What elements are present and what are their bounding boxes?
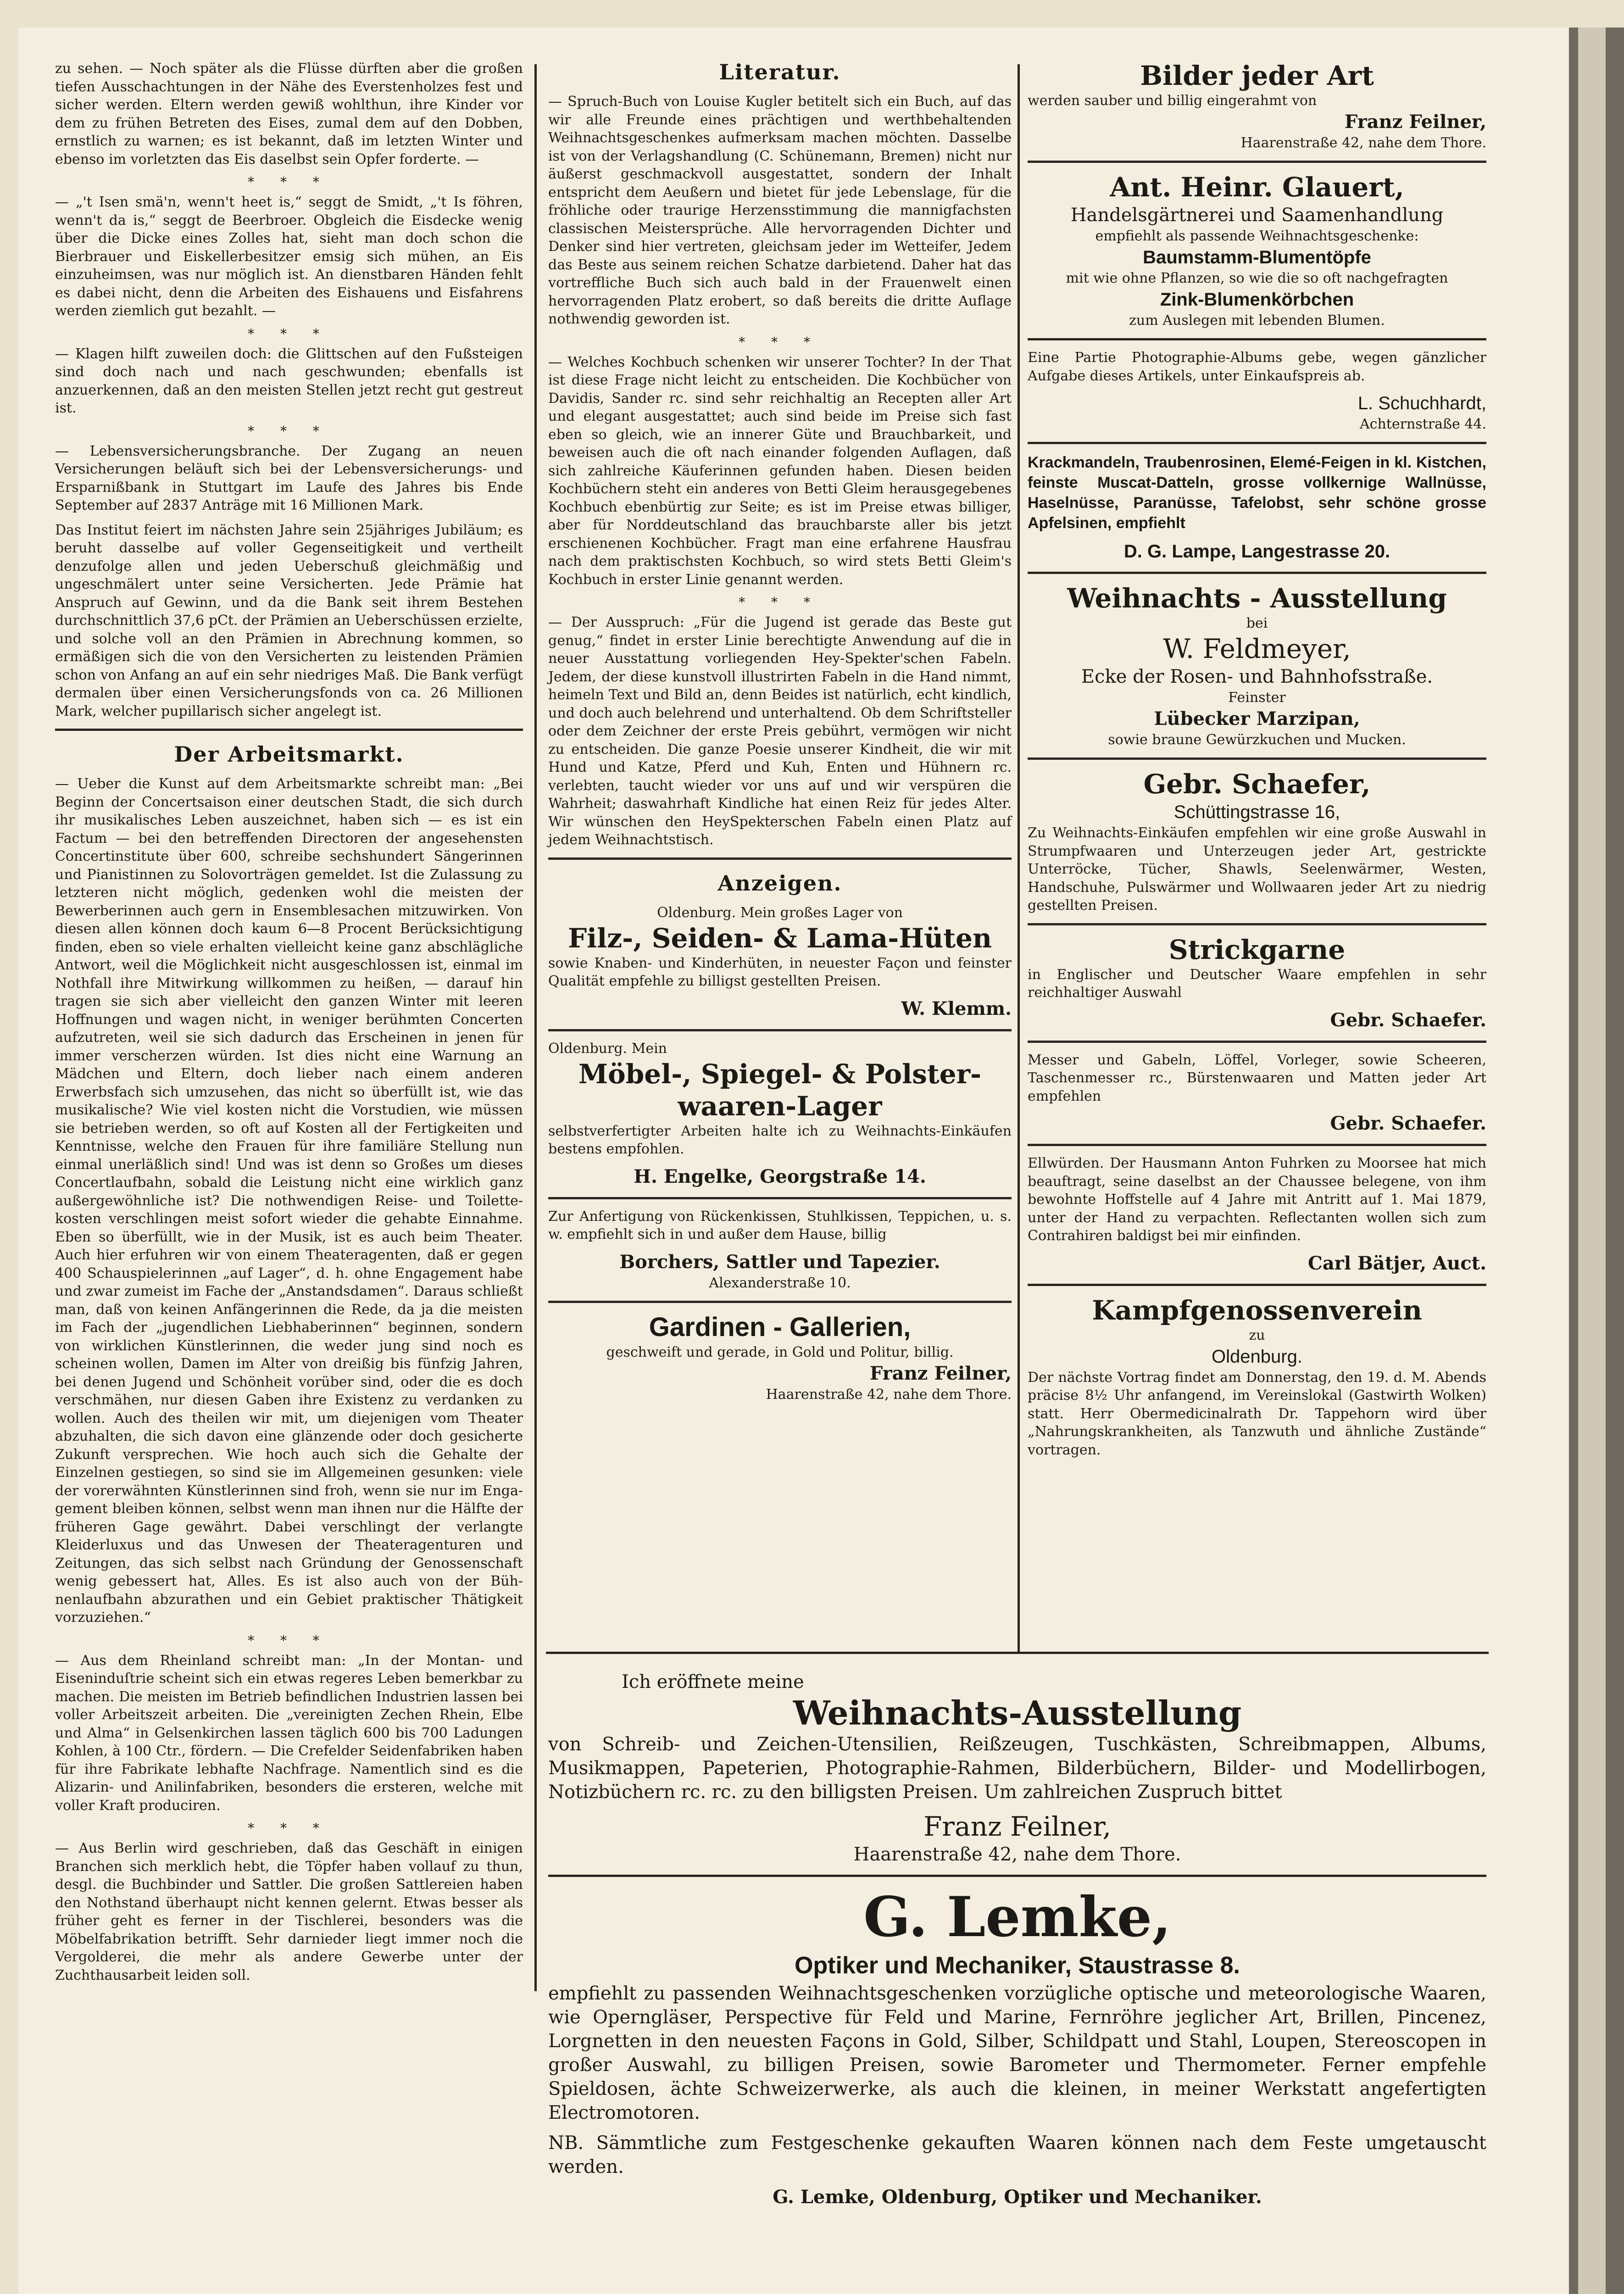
column-news xyxy=(55,60,523,1991)
ad-engelke xyxy=(548,1040,1012,1189)
column-ads xyxy=(1028,60,1486,1465)
ad-item: Zink-Blumenkörbchen xyxy=(1160,290,1354,310)
ad-feldmeyer xyxy=(1028,582,1486,749)
ad-text: von Schreib- und Zeichen-Utensilien, Reißzeugen, Tuschkästen, Schreibmappen, Albums, Musikmappen, Papeterien, Photographie-Rahmen, Bilderbüchern, Bilder- und Modellirbogen, Notizbüchern rc. rc. zu den billigsten Preisen. Um zahlreichen Zuspruch bittet xyxy=(548,1734,1486,1803)
ad-klemm xyxy=(548,904,1012,1021)
ad-address: Achternstraße 44. xyxy=(1360,416,1486,432)
ad-text: Krackmandeln, Traubenrosinen, Elemé-Feigen in kl. Kistchen, feinste Muscat-Datteln, grosse vollkernige Wallnüsse, Haselnüsse, Paranüsse, Tafelobst, sehr schöne grosse Apfelsinen, empfiehlt xyxy=(1028,454,1486,532)
ad-rule xyxy=(1028,1041,1486,1043)
ad-name: Franz Feilner, xyxy=(869,1362,1012,1384)
ad-text: in Englischer und Deutscher Waare empfehlen in sehr reichhaltiger Auswahl xyxy=(1028,966,1486,1001)
ad-title: Kampfgenossenverein xyxy=(1092,1294,1422,1326)
section-heading: Literatur. xyxy=(719,60,841,84)
ad-item: Baumstamm-Blumentöpfe xyxy=(1143,247,1371,267)
paragraph: — Welches Kochbuch schenken wir unserer Tochter? In der That ist diese Frage nicht leicht zu entscheiden. Die Kochbücher von Davidis, Sander rc. sind sehr reichhaltig an Recepten aller Art und elegant ausgestattet; auch sind beide im Preise sich fast eben so gleich, wie an innerer Güte und Brauchbarkeit, und beweisen auch die oft nach einander folgenden Auflagen, daß sich zahlreiche Käuferinnen gefunden haben. Diesen beiden Kochbüchern steht ein anderes von Betti Gleim herausgegebenes Kochbuch ebenbürtig zur Seite; es ist im Preise etwas billiger, aber für Norddeutschland das brauchbarste aller bis jetzt erschienenen Kochbücher. Fragt man eine erfahrene Hausfrau nach dem praktischsten Kochbuch, so wird stets Betti Gleim's Kochbuch in erster Linie genannt werden. xyxy=(548,354,1012,588)
ad-name: Gebr. Schaefer. xyxy=(1330,1113,1486,1134)
column-literature xyxy=(548,60,1012,1404)
ad-name: W. Feldmeyer, xyxy=(1163,633,1351,664)
ad-title: Weihnachts - Ausstellung xyxy=(1067,583,1447,614)
ad-title: Filz-, Seiden- & Lama-Hüten xyxy=(567,922,992,954)
ad-text: sowie Knaben- und Kinderhüten, in neuester Façon und feinster Qualität empfehle zu billigst gestellten Preisen. xyxy=(548,955,1012,989)
paragraph: — Klagen hilft zuweilen doch: die Glittschen auf den Fußsteigen sind doch nach und nach geschwunden; ebenfalls ist anzuerkennen, daß an den meisten Stellen jetzt recht gut gestreut ist. xyxy=(55,345,523,416)
ad-title: G. Lemke, xyxy=(863,1885,1171,1949)
ad-rule xyxy=(548,1029,1012,1031)
paragraph: zu sehen. — Noch später als die Flüsse dürften aber die großen tiefen Ausschachtungen in der Nähe des Everstenholzes fest und sicher werden. Eltern werden gewiß wohlthun, ihre Kinder vor dem zu frühen Betreten des Eises, zumal dem auf den Dobben, ernstlich zu warnen; es ist bekannt, daß im letzten Winter und ebenso im vorletzten das Eis daselbst sein Opfer forderte. — xyxy=(55,61,523,167)
ad-address: Alexanderstraße 10. xyxy=(709,1275,851,1291)
ad-bilder xyxy=(1028,60,1486,152)
ad-rule xyxy=(548,1301,1012,1303)
ad-feilner-ausstellung xyxy=(548,1670,1486,1866)
ad-address: Haarenstraße 42, nahe dem Thore. xyxy=(766,1386,1012,1403)
ad-text: mit wie ohne Pflanzen, so wie die so oft nachgefragten xyxy=(1066,270,1448,286)
ad-rule xyxy=(1028,1284,1486,1286)
column-divider-2 xyxy=(1018,64,1020,1652)
ad-name: Gebr. Schaefer. xyxy=(1330,1009,1486,1031)
ad-rule xyxy=(1028,757,1486,760)
ad-name: Franz Feilner, xyxy=(923,1811,1111,1842)
separator-stars: * * * xyxy=(739,595,821,610)
ad-rule xyxy=(1028,923,1486,925)
paragraph: Das Institut feiert im nächsten Jahre sein 25jähriges Jubiläum; es beruht dasselbe auf voller Gegenseitigkeit und vertheilt denzufolge allen und jeden Ueberschuß gleichmäßig und ungeschmälert unter seine Versicherten. Jede Prämie hat Anspruch auf Gewinn, und da die Bank seit ihrem Bestehen durchschnittlich 37,6 pCt. der Prämien an Ueberschüssen erzielte, und solche voll an den Prämien in Abrechnung kommen, so ermäßigen sich die von den Versicherten zu leistenden Prämien schon von Anfang an auf ein sehr niedriges Maß. Die Bank verfügt dermalen über einen Versicherungsfonds von ca. 26 Millionen Mark, welcher pupillarisch sicher angelegt ist. xyxy=(55,522,523,719)
ad-text: selbstverfertigter Arbeiten halte ich zu Weihnachts-Einkäufen bestens empfohlen. xyxy=(548,1123,1012,1157)
ad-address: Haarenstraße 42, nahe dem Thore. xyxy=(1240,135,1486,151)
paragraph: — Aus dem Rheinland schreibt man: „In der Montan- und Eiseninduſtrie scheint sich ein etwas regeres Leben bemerkbar zu machen. Die meisten im Betrieb befindlichen Industrien lassen bei voller Arbeitszeit arbeiten. Die „vereinigten Zechen Rhein, Elbe und Alma“ in Gelsenkirchen lassen täglich 600 bis 700 Ladungen Kohlen, à 100 Ctr., fördern. — Die Crefelder Seidenfabriken haben für ihre Fabrikate lebhafte Nachfrage. Namentlich sind es die Alizarin- und Anilinfabriken, besonders die ersteren, welche mit voller Kraft produciren. xyxy=(55,1652,523,1814)
ad-rule xyxy=(548,1197,1012,1199)
ad-signature: H. Engelke, Georgstraße 14. xyxy=(634,1165,926,1187)
ad-rule xyxy=(1028,1144,1486,1146)
section-heading: Der Arbeitsmarkt. xyxy=(174,742,404,767)
ad-title: Weihnachts-Ausstellung xyxy=(793,1693,1242,1732)
ad-address: Haarenstraße 42, nahe dem Thore. xyxy=(853,1844,1181,1865)
separator-stars: * * * xyxy=(248,1632,330,1648)
separator-stars: * * * xyxy=(248,1821,330,1836)
bottom-ads xyxy=(548,1670,1486,2209)
ad-text: Eine Partie Photographie-Albums gebe, wegen gänzlicher Aufgabe dieses Artikels, unter Einkaufspreis ab. xyxy=(1028,350,1486,384)
ad-item: Lübecker Marzipan, xyxy=(1154,708,1360,729)
ad-text: zum Auslegen mit lebenden Blumen. xyxy=(1129,312,1385,329)
paragraph: — Der Ausspruch: „Für die Jugend ist gerade das Beste gut genug,“ findet in erster Linie berechtigte Anwendung auf die in neuer Ausstattung vorliegenden Hey-Spekter'schen Fabeln. Jedem, der diese kunstvoll illustrirten Fabeln in die Hand nimmt, heimeln Text und Bild an, denn Beides ist natürlich, echt kindlich, und doch auch belehrend und unterhaltend. Ob dem Schriftsteller oder dem Zeichner der erste Preis gebührt, vermögen wir nicht zu entscheiden. Die ganze Poesie unserer Kindheit, die wir mit Hund und Katze, Pferd und Kuh, Enten und Hühnern rc. verlebten, taucht wieder vor uns auf und wir verspüren die Wahrheit; daswahrhaft Kindliche hat einen Reiz für jedes Alter. Wir wünschen den HeySpekterschen Fabeln einen Platz auf jedem Weihnachtstisch. xyxy=(548,614,1012,848)
ad-place: Oldenburg. xyxy=(1212,1346,1302,1367)
ad-lemke xyxy=(548,1885,1486,2209)
section-heading: Anzeigen. xyxy=(717,870,842,896)
ad-text: Feinster xyxy=(1228,690,1286,706)
ad-title: waaren-Lager xyxy=(678,1090,882,1122)
ad-title: Bilder jeder Art xyxy=(1140,60,1374,91)
ad-text: geschweift und gerade, in Gold und Politur, billig. xyxy=(606,1344,954,1360)
ad-text: bei xyxy=(1246,615,1268,631)
paragraph: — Spruch-Buch von Louise Kugler betitelt sich ein Buch, auf das wir alle Freunde eines prächtigen und werthbehaltenden Weihnachtsgeschenkes aufmerksam machen möchten. Dasselbe ist von der Verlagshandlung (C. Schünemann, Bremen) nicht nur äußerst geschmackvoll ausgestattet, sondern der Inhalt entspricht dem Aeußern und bietet für jede Lebenslage, für die fröhliche oder traurige Herzensstimmung die mannigfachsten classischen Meistersprüche. Alle hervorragenden Dichter und Denker sind hier vertreten, gleichsam jeder im Wetteifer, Jedem das Beste aus seinem reichen Schatze darbietend. Daher hat das vortreffliche Buch sich auch bald in der Frauenwelt einen hervorragenden Platz erobert, so daß bereits die dritte Auflage nothwendig geworden ist. xyxy=(548,94,1012,327)
ad-rule xyxy=(1028,442,1486,444)
ads-divider xyxy=(546,1652,1489,1654)
ad-text: NB. Sämmtliche zum Festgeschenke gekauften Waaren können nach dem Feste umgetauscht werden. xyxy=(548,2133,1486,2177)
ad-kampfgenossenverein xyxy=(1028,1294,1486,1459)
ad-subtitle: Optiker und Mechaniker, Staustrasse 8. xyxy=(794,1952,1240,1979)
ad-signature: W. Klemm. xyxy=(901,997,1012,1019)
ad-schuchhardt xyxy=(1028,349,1486,434)
ad-address: Ecke der Rosen- und Bahnhofsstraße. xyxy=(1081,666,1433,687)
ad-text: Messer und Gabeln, Löffel, Vorleger, sowie Scheeren, Taschenmesser rc., Bürstenwaaren und Matten jeder Art empfehlen xyxy=(1028,1052,1486,1104)
ad-text: werden sauber und billig eingerahmt von xyxy=(1028,93,1317,109)
paragraph: — „'t Isen smä'n, wenn't heet is,“ seggt de Smidt, „'t Is föhren, wenn't da is,“ seggt de Beerbroer. Obgleich die Eisdecke wenig über die Dicke eines Zolles hat, sieht man doch schon die Bierbrauer und Eiskellerbesitzer emsig sich mühen, an Eis einzuheimsen, was nur möglich ist. An dienstbaren Händen fehlt es dabei nicht, denn die Arbeiten des Eishauens und Eisfahrens werden ziemlich gut bezahlt. — xyxy=(55,194,523,319)
paragraph: — Lebensversicherungsbranche. Der Zugang an neuen Versicherungen beläuft sich bei der Lebensversicherungs- und Ersparnißbank in Stuttgart im Laufe des Jahres bis Ende September auf 2837 Anträge mit 16 Millionen Mark. xyxy=(55,443,523,513)
ad-name: L. Schuchhardt, xyxy=(1357,393,1486,413)
ad-text: empfiehlt zu passenden Weihnachtsgeschenken vorzügliche optische und meteorologische Waaren, wie Operngläser, Perspective für Feld und Marine, Fernröhre jeglicher Art, Brillen, Pincenez, Lorgnetten in den neuesten Façons in Gold, Silber, Schildpatt und Stahl, Loupen, Stereoscopen in großer Auswahl, zu billigen Preisen, sowie Barometer und Thermometer. Ferner empfehle Spieldosen, ächte Schweizerwerke, als auch die kleinen, in meiner Werkstatt angefertigten Electromotoren. xyxy=(548,1983,1486,2123)
ad-rule xyxy=(1028,572,1486,574)
ad-glauert xyxy=(1028,171,1486,330)
separator-stars: * * * xyxy=(248,326,330,341)
section-rule xyxy=(55,729,523,731)
ad-text: Zu Weihnachts-Einkäufen empfehlen wir eine große Auswahl in Strumpfwaaren und Unterzeugen jeder Art, gestrickte Unterröcke, Tücher, Shawls, Seelenwärmer, Westen, Handschuhe, Pulswärmer und Wollwaaren jeder Art zu niedrig gestellten Preisen. xyxy=(1028,825,1486,913)
ad-title: Ant. Heinr. Glauert, xyxy=(1110,172,1404,203)
ad-text: Ich eröffnete meine xyxy=(622,1671,804,1693)
ad-text: Oldenburg. Mein großes Lager von xyxy=(657,904,903,921)
column-divider-1 xyxy=(534,64,537,1991)
section-rule xyxy=(548,857,1012,860)
ad-borchers xyxy=(548,1208,1012,1292)
ad-text: Oldenburg. Mein xyxy=(548,1040,667,1057)
ad-name: Franz Feilner, xyxy=(1344,111,1486,133)
ad-schaefer xyxy=(1028,768,1486,915)
ad-messer xyxy=(1028,1051,1486,1136)
ad-subtitle: Handelsgärtnerei und Saamenhandlung xyxy=(1070,205,1444,226)
separator-stars: * * * xyxy=(739,334,821,350)
page-stack-edge xyxy=(1578,28,1606,2294)
ad-ellwuerden xyxy=(1028,1154,1486,1275)
ad-name: Borchers, Sattler und Tapezier. xyxy=(619,1251,940,1273)
ad-title: Gardinen - Gallerien, xyxy=(649,1312,911,1342)
ad-title: Gebr. Schaefer, xyxy=(1143,768,1371,800)
ad-rule xyxy=(548,1875,1486,1877)
ad-text: empfiehlt als passende Weihnachtsgeschenke: xyxy=(1095,228,1419,244)
paragraph: — Ueber die Kunst auf dem Arbeitsmarkte schreibt man: „Bei Beginn der Concertsaison einer deutschen Stadt, die sich durch ihr musikalisches Leben auszeichnet, haben sich — es ist ein Factum — bei den betreffenden Directoren der angesehensten Concertinstitute über 600, schreibe sechshundert Sängerinnen und Pianistinnen zu Solovorträgen gemeldet. Ist die Zulassung zu letzteren nicht möglich, gedenken wohl die meisten der Bewerberinnen auch gern in Ensemblesachen mitzuwirken. Von diesen allen können doch kaum 6—8 Procent Berücksichtigung finden, eben so viele erhalten vielleicht keine ganz abschlägliche Antwort, weil die Möglichkeit nicht ausgeschlossen ist, einmal im Nothfall ihre Mitwirkung willkommen zu heißen, — darauf hin tragen sie sich aber vielleicht den ganzen Winter mit leeren Hoffnungen und wagen nicht, in weniger berühmten Concerten aufzutreten, weil sie sich dadurch das Erscheinen in jenen für immer verscherzen würden. Ist dies nicht eine Warnung an Mädchen und Eltern, doch lieber nach einem anderen Erwerbsfach sich umzusehen, das nicht so überfüllt ist, wie das musikalische? Wie viel kosten nicht die Vorstudien, wie müssen sie betrieben werden, so oft auf Kosten all der Fertigkeiten und Kenntnisse, welche den Frauen für ihre familiäre Stellung nun einmal unerläßlich sind! Und was ist denn so Großes um dieses Concertlaufbahn, sobald die Leistung nicht eine wirklich ganz außergewöhnliche ist? Die nothwendigen Reise- und Toilettekosten verschlingen meist sofort wieder die gehabte Einnahme. Eben so überfüllt, wie in der Musik, ist es auch beim Theater. Auch hier erfuhren wir von einem Theateragenten, daß er gegen 400 Schauspielerinnen „auf Lager“, d. h. ohne Engagement habe und zwar zumeist im Fache der „Anstandsdamen“. Daraus schließt man, daß von keinen Anfängerinnen die Rede, da ja die meisten im Fach der „jugendlichen Liebhaberinnen“ beginnen, sondern von wirklichen Künstlerinnen, die weder jung sind noch es scheinen wollen, Damen im Alter von dreißig bis fünfzig Jahren, bei denen Jugend und Schönheit vorüber sind, oder die es doch verschmähen, nur diesen Gaben ihre Existenz zu verdanken zu wollen. Auch des theilen wir mit, um diejenigen vom Theater abzuhalten, die sich davon eine glänzende oder doch gesicherte Zukunft versprechen. Wie hoch auch sich die Gehalte der Einzelnen gestiegen, so sind sie im Allgemeinen gesunken: viele der vorerwähnten Künstlerinnen sind froh, wenn sie nur im Engagement bleiben können, selbst wenn man ihnen nur die Hälfte der früheren Gage gewährt. Dabei verschlingt der verlangte Kleiderluxus und das Unwesen der Theateragenturen und Zeitungen, das sich selbst nach Gründung der Genossenschaft wenig gebessert hat, Alles. Es ist also auch von der Bühnenlaufbahn abzurathen und ein Gebiet praktischer Thätigkeit vorzuziehen.“ xyxy=(55,776,523,1626)
ad-text: sowie braune Gewürzkuchen und Mucken. xyxy=(1108,732,1406,748)
ad-text: Der nächste Vortrag findet am Donnerstag, den 19. d. M. Abends präcise 8½ Uhr anfangend, im Vereinslokal (Gastwirth Wolken) statt. Herr Obermedicinalrath Dr. Tappehorn wird über „Nahrungskrankheiten, als Tanzwuth und ähnliche Zustände“ vortragen. xyxy=(1028,1369,1486,1458)
ad-rule xyxy=(1028,161,1486,163)
ad-signature: G. Lemke, Oldenburg, Optiker und Mechaniker. xyxy=(773,2186,1262,2208)
ad-gardinen xyxy=(548,1311,1012,1404)
ad-rule xyxy=(1028,338,1486,340)
ad-text: Zur Anfertigung von Rückenkissen, Stuhlkissen, Teppichen, u. s. w. empfiehlt sich in und außer dem Hause, billig xyxy=(548,1208,1012,1242)
separator-stars: * * * xyxy=(248,174,330,189)
paragraph: — Aus Berlin wird geschrieben, daß das Geschäft in einigen Branchen sich merklich hebt, die Töpfer haben vollauf zu thun, desgl. die Buchbinder und Sattler. Die großen Sattlereien haben den Nothstand überhaupt nicht kennen gelernt. Etwas besser als früher geht es ferner in der Tischlerei, besonders was die Möbelfabrikation betrifft. Sehr darnieder liegt immer noch die Vergolderei, die mehr als andere Gewerbe unter der Zuchthausarbeit leiden soll. xyxy=(55,1840,523,1983)
ad-title: Strickgarne xyxy=(1168,934,1346,965)
ad-signature: Carl Bätjer, Auct. xyxy=(1308,1252,1486,1274)
ad-lampe xyxy=(1028,452,1486,563)
ad-text: zu xyxy=(1249,1327,1265,1343)
ad-text: Ellwürden. Der Hausmann Anton Fuhrken zu Moorsee hat mich beauftragt, seine daselbst an der Chaussee belegene, von ihm bewohnte Hoffstelle auf 4 Jahre mit Antritt auf 1. Mai 1879, unter der Hand zu verpachten. Reflectanten wollen sich zum Contrahiren baldigst bei mir einfinden. xyxy=(1028,1155,1486,1244)
ad-strickgarne xyxy=(1028,934,1486,1032)
ad-address: Schüttingstrasse 16, xyxy=(1174,802,1340,822)
ad-name: D. G. Lampe, Langestrasse 20. xyxy=(1123,541,1390,562)
separator-stars: * * * xyxy=(248,423,330,439)
ad-title: Möbel-, Spiegel- & Polster- xyxy=(578,1058,982,1090)
